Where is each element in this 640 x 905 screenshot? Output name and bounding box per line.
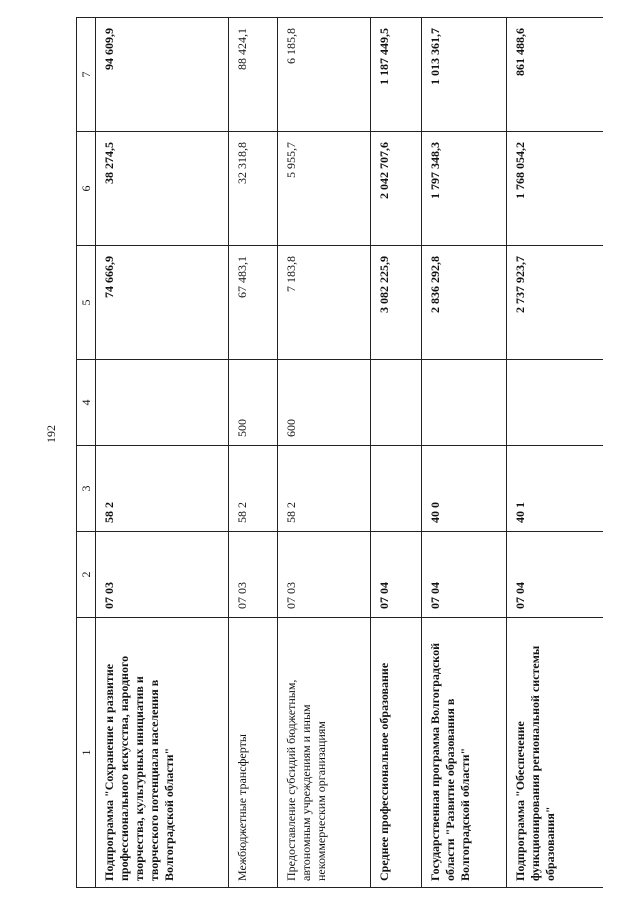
amount-col6: 1 768 054,2 xyxy=(507,132,604,246)
amount-col5: 67 483,1 xyxy=(229,246,278,360)
amount-col6: 1 797 348,3 xyxy=(422,132,507,246)
row-name: Подпрограмма "Обеспечение функционирования региональной системы образования" xyxy=(507,618,604,888)
amount-col5: 7 183,8 xyxy=(278,246,371,360)
amount-col7: 1 013 361,7 xyxy=(422,18,507,132)
amount-col7: 6 185,8 xyxy=(278,18,371,132)
rotated-table-wrapper xyxy=(76,18,640,888)
table-row xyxy=(371,18,422,888)
amount-col5: 3 082 225,9 xyxy=(371,246,422,360)
header-cell: 2 xyxy=(77,532,96,618)
amount-col6: 2 042 707,6 xyxy=(371,132,422,246)
amount-col5: 2 836 292,8 xyxy=(422,246,507,360)
row-name: Предоставление субсидий бюджетным, автономным учреждениям и иным некоммерческим организациям xyxy=(278,618,371,888)
expense-type: 600 xyxy=(278,360,371,446)
row-name: Государственная программа Волгоградской области "Развитие образования в Волгоградской области" xyxy=(422,618,507,888)
target-code: 40 0 xyxy=(422,446,507,532)
budget-table xyxy=(76,17,603,888)
target-code: 58 2 xyxy=(278,446,371,532)
header-cell: 5 xyxy=(77,246,96,360)
amount-col6: 5 955,7 xyxy=(278,132,371,246)
section-code: 07 03 xyxy=(278,532,371,618)
expense-type: 500 xyxy=(229,360,278,446)
section-code: 07 04 xyxy=(371,532,422,618)
amount-col7: 861 488,6 xyxy=(507,18,604,132)
section-code: 07 04 xyxy=(507,532,604,618)
expense-type xyxy=(96,360,229,446)
target-code xyxy=(371,446,422,532)
amount-col6: 32 318,8 xyxy=(229,132,278,246)
amount-col7: 94 609,9 xyxy=(96,18,229,132)
table-row xyxy=(278,18,371,888)
amount-col7: 88 424,1 xyxy=(229,18,278,132)
table-row xyxy=(229,18,278,888)
row-name: Межбюджетные трансферты xyxy=(229,618,278,888)
section-code: 07 03 xyxy=(96,532,229,618)
target-code: 40 1 xyxy=(507,446,604,532)
expense-type xyxy=(422,360,507,446)
row-name: Среднее профессиональное образование xyxy=(371,618,422,888)
target-code: 58 2 xyxy=(229,446,278,532)
amount-col6: 38 274,5 xyxy=(96,132,229,246)
target-code: 58 2 xyxy=(96,446,229,532)
header-row xyxy=(77,18,96,888)
table-row xyxy=(96,18,229,888)
header-cell: 7 xyxy=(77,18,96,132)
page-number: 192 xyxy=(44,425,58,443)
expense-type xyxy=(371,360,422,446)
row-name: Подпрограмма "Сохранение и развитие профессионального искусства, народного творчества, культурных инициатив и творческого потенциала населения в Волгоградской области" xyxy=(96,618,229,888)
header-cell: 1 xyxy=(77,618,96,888)
expense-type xyxy=(507,360,604,446)
amount-col7: 1 187 449,5 xyxy=(371,18,422,132)
table-row xyxy=(422,18,507,888)
header-cell: 3 xyxy=(77,446,96,532)
section-code: 07 03 xyxy=(229,532,278,618)
section-code: 07 04 xyxy=(422,532,507,618)
table-row xyxy=(507,18,604,888)
amount-col5: 2 737 923,7 xyxy=(507,246,604,360)
header-cell: 4 xyxy=(77,360,96,446)
header-cell: 6 xyxy=(77,132,96,246)
amount-col5: 74 666,9 xyxy=(96,246,229,360)
